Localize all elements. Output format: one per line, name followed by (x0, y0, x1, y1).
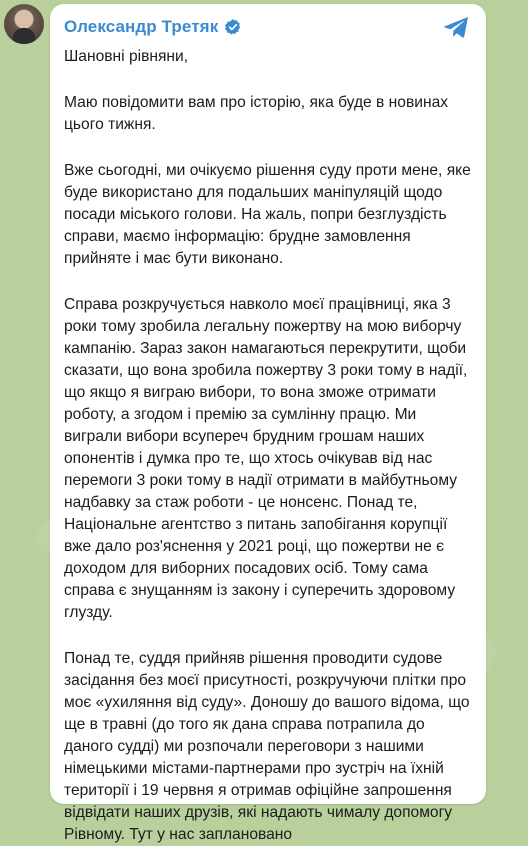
message-bubble (50, 4, 486, 843)
paragraph: Шановні рівняни, (64, 48, 189, 65)
verified-badge-icon (224, 18, 242, 36)
paragraph: Маю повідомити вам про історію, яка буде в новинах цього тижня. (64, 94, 449, 133)
message-header (64, 14, 472, 40)
telegram-share-icon[interactable] (444, 16, 470, 38)
paragraph: Справа розкручується навколо моєї працівниці, яка 3 роки тому зробила легальну пожертву на мою виборчу кампанію. Зараз закон намагаються перекрутити, щоби сказати, що вона зробила пожертву 3 роки тому в надії, що якщо я виграю вибори, то вона зможе отримати роботу, а згодом і премію за сумлінну працю. Ми виграли вибори всупереч брудним грошам наших опонентів і думка про те, що хтось очікував від нас перемоги 3 роки тому в надії отримати в майбутньому надбавку за стаж роботи - це нонсенс. Понад те, Національне агентство з питань запобігання корупції вже дало роз'яснення у 2021 році, що пожертви не є доходом для виборних посадових осіб. Тому сама справа є знущанням із закону і суперечить здоровому глузду. (64, 296, 468, 621)
avatar[interactable] (4, 4, 44, 44)
message-text (64, 46, 472, 846)
paragraph: Понад те, суддя прийняв рішення проводити судове засідання без моєї присутності, розкручуючи плітки про моє «ухиляння від суду». Доношу до вашого відома, що ще в травні (до того як дана справа потрапила до даного судді) ми розпочали переговори з нашими німецькими містами-партнерами про зустріч на їхній території і 19 червня я отримав офіційне запрошення відвідати наших друзів, які надають чималу допомогу Рівному. Тут у нас заплановано (64, 650, 470, 843)
paragraph: Вже сьогодні, ми очікуємо рішення суду проти мене, яке буде використано для подальших маніпуляцій щодо посади міського голови. На жаль, попри безглуздість справи, маємо інформацію: брудне замовлення прийняте і має бути виконано. (64, 162, 471, 267)
author-name[interactable]: Олександр Третяк (64, 17, 219, 36)
